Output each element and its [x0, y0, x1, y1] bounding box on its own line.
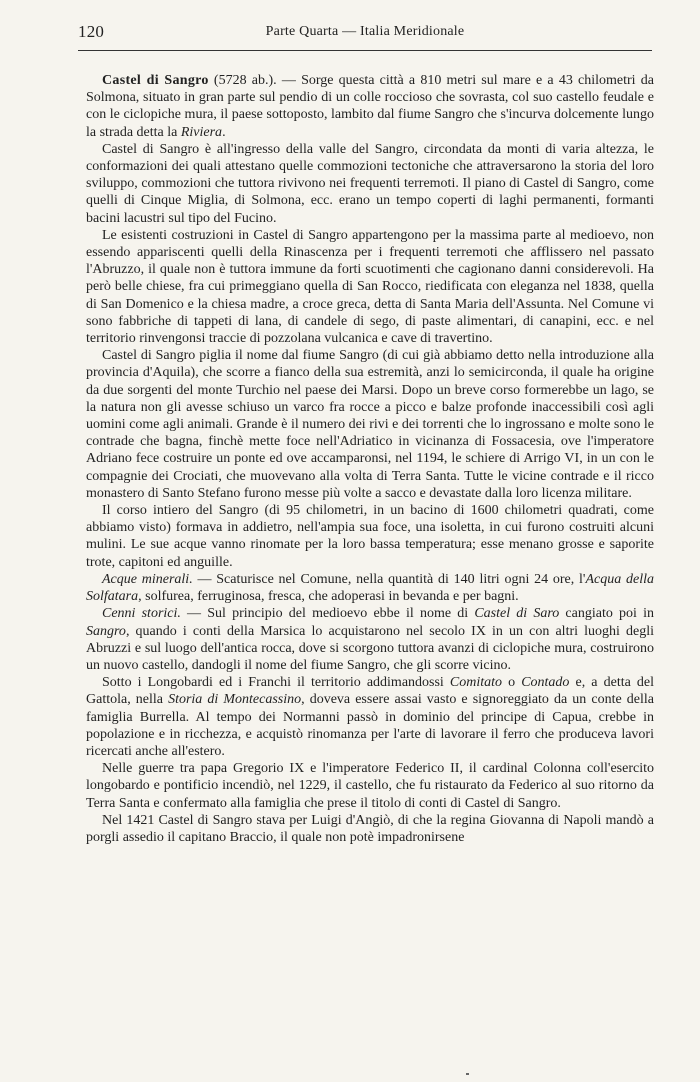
header-rule [78, 50, 652, 51]
italic-text: Cenni storici. [102, 606, 181, 622]
paragraph [86, 605, 654, 674]
italic-text: Castel di Saro [474, 606, 560, 622]
text-run: (5728 ab.). — Sorge questa città a 810 metri sul mare e a 43 chilometri da Solmona, situato in gran parte sul pendio di un colle roccioso che sovrasta, col suo castello feudale e con le ciclopiche mura, il paese sottoposto, lambito dal fiume Sangro che s'incurva dolcemente lungo la strada detta la [86, 73, 654, 140]
entry-heading: Castel di Sangro [102, 73, 209, 88]
text-run: Nelle guerre tra papa Gregorio IX e l'imperatore Federico II, il cardinal Colonna coll'esercito longobardo e pontificio incendiò, nel 1229, il castello, che fu ristaurato da Federico al suo ritorno da Terra Santa e confermato alla famiglia che prese il titolo di conti di Castel di Sangro. [86, 761, 654, 811]
text-run: . [222, 124, 226, 140]
text-run: Sotto i Longobardi ed i Franchi il territorio addimandossi [102, 675, 450, 691]
body-text [86, 72, 654, 846]
paragraph [86, 812, 654, 846]
text-run: , doveva essere assai vasto e signoreggiato da un conte della famiglia Burrella. Al tempo dei Normanni passò in dominio del principe di Capua, crebbe in popolazione e in ricchezza, e acquistò rinomanza per l'arte di lavorare il ferro che produceva lavori ricercati anche all'estero. [86, 692, 654, 759]
text-run: Nel 1421 Castel di Sangro stava per Luigi d'Angiò, di che la regina Giovanna di Napoli mandò a porgli assedio il capitano Braccio, il quale non potè impadronirsene [86, 812, 654, 845]
running-title: Parte Quarta — Italia Meridionale [265, 24, 465, 39]
text-run: — Scaturisce nel Comune, nella quantità di 140 litri ogni 24 ore, l' [192, 571, 586, 587]
text-run: Le esistenti costruzioni in Castel di Sangro appartengono per la massima parte al medioevo, non essendo appariscenti quelli della Rinascenza per i frequenti terremoti che afflissero nel passato l'Abruzzo, il quale non è tuttora immune da forti scuotimenti che cagionano danni considerevoli. Ha però belle chiese, fra cui primeggiano quella di San Rocco, riedificata con eleganza nel 1838, quella di San Domenico e la chiesa madre, a croce greca, detta di Santa Maria dell'Assunta. Nel Comune vi sono fabbriche di tappeti di lana, di candele di sego, di paste alimentari, di canapini, ecc. e nel territorio rinvengonsi traccie di pozzolana vulcanica e cave di travertino. [86, 227, 654, 347]
text-run: , quando i conti della Marsica lo acquistarono nel secolo IX in un con altri luoghi degli Abruzzi e sul luogo dell'antica rocca, dove si scorgono tuttora avanzi di ciclopiche mura, costruirono un nuovo castello, dandogli il nome del fiume Sangro, che gli scorre vicino. [86, 623, 654, 673]
italic-text: Comitato [449, 675, 503, 691]
page-header [78, 22, 652, 46]
paragraph [86, 502, 654, 571]
text-run: Castel di Sangro è all'ingresso della valle del Sangro, circondata da monti di varia altezza, le conformazioni dei quali attestano quelle commozioni tectoniche che attraversarono la storia del loro sviluppo, commozioni che tuttora rivivono nei frequenti terremoti. Il piano di Castel di Sangro, come quelli di Cinque Miglia, di Solmona, ecc. erano un tempo coperti di laghi permanenti, formanti bacini lacustri sul tipo del Fucino. [86, 141, 654, 226]
italic-text: Acqua della Solfatara [86, 571, 655, 605]
paragraph [86, 72, 654, 141]
text-run: cangiato poi in [559, 606, 654, 622]
text-run: Castel di Sangro piglia il nome dal fiume Sangro (di cui già abbiamo detto nella introduzione alla provincia d'Aquila), che scorre a fianco della sua estremità, anzi lo semicirconda, il quale ha origine da due sorgenti del monte Turchio nel paese dei Marsi. Dopo un breve corso formerebbe un lago, se la natura non gli avesse schiuso un varco fra rocce a picco e balze profonde inaccessibili così agli uomini come agli animali. Grande è il numero dei rivi e dei torrenti che lo ingrossano e molte sono le contrade che bagna, finchè mette foce nell'Adriatico in vicinanza di Fossacesia, ove l'imperatore Adriano fece costruire un ponte ed ove accamparonsi, nel 1194, le schiere di Arrigo VI, in un con le compagnie dei Crociati, che muovevano alla volta di Terra Santa. Tutte le vicine contrade e il ricco monastero di Santo Stefano furono messe più volte a sacco e devastate dalla loro licenza militare. [86, 348, 654, 501]
paragraph [86, 347, 654, 502]
paragraph [86, 141, 654, 227]
text-run: o [502, 675, 522, 691]
paragraph [86, 674, 654, 760]
italic-text: Storia di Montecassino [168, 692, 302, 708]
text-run: , solfurea, ferruginosa, fresca, che adoperasi in bevanda e per bagni. [138, 589, 519, 605]
italic-text: Riviera [180, 124, 223, 140]
text-run: — Sul principio del medioevo ebbe il nome di [180, 606, 475, 622]
italic-text: Acque minerali. [102, 571, 193, 587]
text-run: e, a detta del Gattola, nella [86, 675, 654, 708]
paragraph [86, 227, 654, 347]
page-number: 120 [78, 22, 105, 41]
paragraph [86, 760, 654, 812]
text-run: Il corso intiero del Sangro (di 95 chilometri, in un bacino di 1600 chilometri quadrati, come abbiamo visto) formava in addietro, nell'ampia sua foce, una isoletta, in cui furono costruiti alcuni mulini. Le sue acque vanno rinomate per la loro bassa temperatura; esse menano grosse e saporite trote, capitoni ed anguille. [86, 503, 654, 570]
print-mark [466, 1073, 469, 1075]
italic-text: Contado [521, 675, 570, 691]
paragraph [86, 571, 654, 605]
italic-text: Sangro [86, 623, 126, 639]
